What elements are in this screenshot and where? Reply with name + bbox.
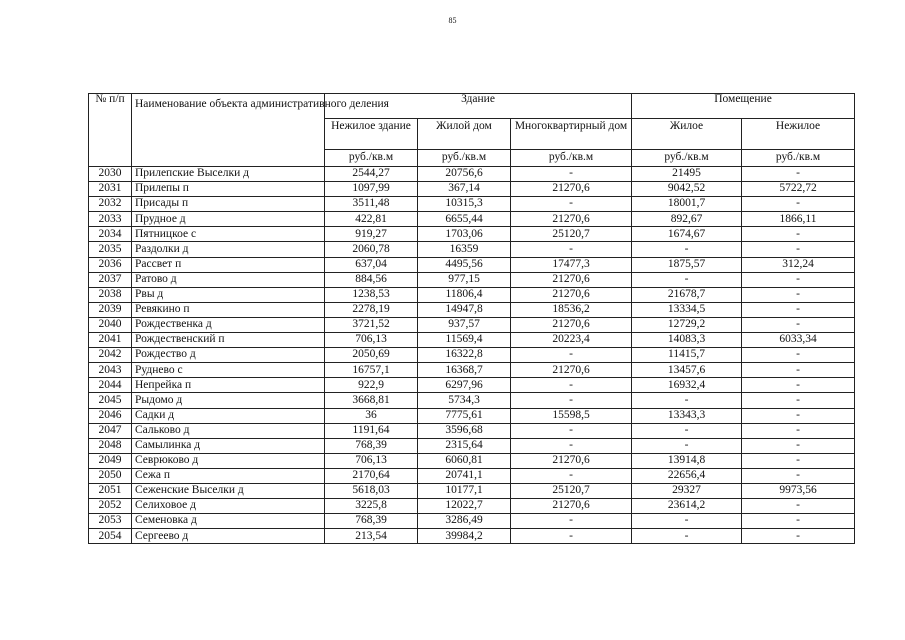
value-residential-house: 16368,7 — [418, 363, 511, 378]
value-nonresidential-premises: - — [742, 317, 855, 332]
value-residential-house: 1703,06 — [418, 227, 511, 242]
row-number: 2033 — [89, 212, 132, 227]
value-nonresidential-building: 3721,52 — [325, 317, 418, 332]
value-apartment-building: - — [511, 423, 632, 438]
value-apartment-building: 21270,6 — [511, 287, 632, 302]
table-row — [89, 393, 855, 408]
value-residential-premises: 13343,3 — [632, 408, 742, 423]
value-apartment-building: 18536,2 — [511, 302, 632, 317]
value-residential-house: 5734,3 — [418, 393, 511, 408]
value-nonresidential-building: 3668,81 — [325, 393, 418, 408]
value-nonresidential-premises: - — [742, 272, 855, 287]
table-row — [89, 317, 855, 332]
value-nonresidential-premises: - — [742, 438, 855, 453]
value-nonresidential-premises: 1866,11 — [742, 212, 855, 227]
object-name: Рождественка д — [132, 317, 325, 332]
object-name: Самылинка д — [132, 438, 325, 453]
row-number: 2046 — [89, 408, 132, 423]
row-number: 2051 — [89, 483, 132, 498]
value-nonresidential-building: 884,56 — [325, 272, 418, 287]
value-residential-house: 977,15 — [418, 272, 511, 287]
value-nonresidential-premises: - — [742, 514, 855, 529]
value-nonresidential-premises: - — [742, 227, 855, 242]
object-name: Сежа п — [132, 468, 325, 483]
value-residential-house: 20756,6 — [418, 167, 511, 182]
value-apartment-building: - — [511, 197, 632, 212]
object-name: Сеженские Выселки д — [132, 483, 325, 498]
value-nonresidential-building: 422,81 — [325, 212, 418, 227]
row-number: 2041 — [89, 333, 132, 348]
value-nonresidential-premises: - — [742, 393, 855, 408]
header-group-building: Здание — [325, 94, 632, 119]
value-residential-premises: - — [632, 242, 742, 257]
table-row — [89, 182, 855, 197]
value-residential-premises: 13334,5 — [632, 302, 742, 317]
object-name: Сергеево д — [132, 529, 325, 544]
table-row — [89, 529, 855, 544]
value-nonresidential-premises: - — [742, 378, 855, 393]
value-residential-premises: 1674,67 — [632, 227, 742, 242]
value-residential-premises: 16932,4 — [632, 378, 742, 393]
value-nonresidential-building: 706,13 — [325, 333, 418, 348]
value-residential-premises: - — [632, 272, 742, 287]
value-apartment-building: 20223,4 — [511, 333, 632, 348]
row-number: 2047 — [89, 423, 132, 438]
value-nonresidential-premises: - — [742, 302, 855, 317]
object-name: Ратово д — [132, 272, 325, 287]
row-number: 2049 — [89, 453, 132, 468]
value-residential-house: 16322,8 — [418, 348, 511, 363]
object-name: Рыдомо д — [132, 393, 325, 408]
value-residential-premises: 12729,2 — [632, 317, 742, 332]
page-number: 85 — [448, 16, 457, 25]
value-residential-house: 3596,68 — [418, 423, 511, 438]
value-residential-house: 937,57 — [418, 317, 511, 332]
object-name: Раздолки д — [132, 242, 325, 257]
row-number: 2044 — [89, 378, 132, 393]
value-apartment-building: 25120,7 — [511, 227, 632, 242]
row-number: 2050 — [89, 468, 132, 483]
value-nonresidential-building: 1238,53 — [325, 287, 418, 302]
table-row — [89, 242, 855, 257]
row-number: 2031 — [89, 182, 132, 197]
row-number: 2043 — [89, 363, 132, 378]
value-apartment-building: - — [511, 167, 632, 182]
table-row — [89, 468, 855, 483]
object-name: Рвы д — [132, 287, 325, 302]
value-residential-house: 7775,61 — [418, 408, 511, 423]
object-name: Сальково д — [132, 423, 325, 438]
table-row — [89, 212, 855, 227]
object-name: Семеновка д — [132, 514, 325, 529]
value-nonresidential-premises: - — [742, 242, 855, 257]
row-number: 2038 — [89, 287, 132, 302]
value-residential-premises: 14083,3 — [632, 333, 742, 348]
value-residential-premises: 9042,52 — [632, 182, 742, 197]
value-residential-house: 39984,2 — [418, 529, 511, 544]
row-number: 2034 — [89, 227, 132, 242]
value-residential-house: 3286,49 — [418, 514, 511, 529]
value-nonresidential-building: 706,13 — [325, 453, 418, 468]
value-nonresidential-building: 919,27 — [325, 227, 418, 242]
table-row — [89, 348, 855, 363]
value-nonresidential-premises: - — [742, 423, 855, 438]
table-row — [89, 423, 855, 438]
row-number: 2045 — [89, 393, 132, 408]
value-residential-house: 11569,4 — [418, 333, 511, 348]
row-number: 2040 — [89, 317, 132, 332]
value-nonresidential-premises: 312,24 — [742, 257, 855, 272]
table-row — [89, 333, 855, 348]
object-name: Пятницкое с — [132, 227, 325, 242]
value-nonresidential-premises: - — [742, 167, 855, 182]
object-name: Присады п — [132, 197, 325, 212]
cadastral-value-table — [88, 93, 855, 544]
value-residential-premises: 892,67 — [632, 212, 742, 227]
object-name: Садки д — [132, 408, 325, 423]
value-residential-house: 12022,7 — [418, 499, 511, 514]
value-apartment-building: 17477,3 — [511, 257, 632, 272]
value-nonresidential-building: 1097,99 — [325, 182, 418, 197]
row-number: 2037 — [89, 272, 132, 287]
table-row — [89, 167, 855, 182]
value-nonresidential-premises: 9973,56 — [742, 483, 855, 498]
value-apartment-building: 21270,6 — [511, 453, 632, 468]
value-apartment-building: - — [511, 529, 632, 544]
value-nonresidential-premises: - — [742, 348, 855, 363]
header-nonresidential-building: Нежилое здание — [325, 119, 418, 150]
table-row — [89, 499, 855, 514]
table-body — [89, 167, 855, 544]
value-residential-premises: - — [632, 514, 742, 529]
object-name: Руднево с — [132, 363, 325, 378]
row-number: 2052 — [89, 499, 132, 514]
header-nonresidential-premises: Нежилое — [742, 119, 855, 150]
value-residential-premises: 18001,7 — [632, 197, 742, 212]
value-residential-house: 4495,56 — [418, 257, 511, 272]
value-residential-house: 6297,96 — [418, 378, 511, 393]
unit-label: руб./кв.м — [742, 150, 855, 167]
value-nonresidential-building: 2278,19 — [325, 302, 418, 317]
value-nonresidential-premises: - — [742, 468, 855, 483]
table-row — [89, 514, 855, 529]
value-apartment-building: - — [511, 242, 632, 257]
unit-label: руб./кв.м — [632, 150, 742, 167]
value-residential-premises: - — [632, 438, 742, 453]
value-nonresidential-building: 2060,78 — [325, 242, 418, 257]
value-nonresidential-premises: - — [742, 197, 855, 212]
value-nonresidential-premises: - — [742, 453, 855, 468]
value-apartment-building: - — [511, 514, 632, 529]
value-apartment-building: - — [511, 468, 632, 483]
table-row — [89, 438, 855, 453]
table-row — [89, 257, 855, 272]
value-residential-house: 10315,3 — [418, 197, 511, 212]
value-nonresidential-premises: - — [742, 529, 855, 544]
value-nonresidential-building: 922,9 — [325, 378, 418, 393]
value-residential-premises: - — [632, 393, 742, 408]
header-number: № п/п — [89, 94, 132, 167]
value-nonresidential-building: 3225,8 — [325, 499, 418, 514]
value-residential-house: 20741,1 — [418, 468, 511, 483]
value-nonresidential-premises: - — [742, 499, 855, 514]
header-apartment-building: Многоквартирный дом — [511, 119, 632, 150]
value-residential-premises: 29327 — [632, 483, 742, 498]
row-number: 2053 — [89, 514, 132, 529]
value-residential-premises: 13914,8 — [632, 453, 742, 468]
table-row — [89, 197, 855, 212]
value-nonresidential-premises: 6033,34 — [742, 333, 855, 348]
header-residential-premises: Жилое — [632, 119, 742, 150]
object-name: Севрюково д — [132, 453, 325, 468]
value-apartment-building: 15598,5 — [511, 408, 632, 423]
row-number: 2030 — [89, 167, 132, 182]
value-apartment-building: 21270,6 — [511, 182, 632, 197]
value-nonresidential-building: 2050,69 — [325, 348, 418, 363]
value-residential-premises: - — [632, 423, 742, 438]
value-residential-premises: 23614,2 — [632, 499, 742, 514]
value-apartment-building: 21270,6 — [511, 499, 632, 514]
value-residential-house: 2315,64 — [418, 438, 511, 453]
value-nonresidential-building: 1191,64 — [325, 423, 418, 438]
row-number: 2036 — [89, 257, 132, 272]
value-residential-premises: 21495 — [632, 167, 742, 182]
value-residential-premises: 13457,6 — [632, 363, 742, 378]
object-name: Прилепы п — [132, 182, 325, 197]
value-apartment-building: - — [511, 348, 632, 363]
table-row — [89, 363, 855, 378]
object-name: Непрейка п — [132, 378, 325, 393]
table-row — [89, 378, 855, 393]
value-nonresidential-building: 637,04 — [325, 257, 418, 272]
table-row — [89, 453, 855, 468]
row-number: 2039 — [89, 302, 132, 317]
value-nonresidential-premises: 5722,72 — [742, 182, 855, 197]
value-nonresidential-premises: - — [742, 363, 855, 378]
row-number: 2042 — [89, 348, 132, 363]
value-residential-premises: - — [632, 529, 742, 544]
value-nonresidential-building: 36 — [325, 408, 418, 423]
object-name: Ревякино п — [132, 302, 325, 317]
object-name: Селиховое д — [132, 499, 325, 514]
value-apartment-building: 21270,6 — [511, 317, 632, 332]
value-residential-premises: 11415,7 — [632, 348, 742, 363]
value-residential-house: 11806,4 — [418, 287, 511, 302]
object-name: Прудное д — [132, 212, 325, 227]
value-residential-house: 6655,44 — [418, 212, 511, 227]
value-residential-house: 16359 — [418, 242, 511, 257]
row-number: 2054 — [89, 529, 132, 544]
value-nonresidential-building: 768,39 — [325, 514, 418, 529]
value-residential-premises: 1875,57 — [632, 257, 742, 272]
object-name: Рождественский п — [132, 333, 325, 348]
value-residential-house: 10177,1 — [418, 483, 511, 498]
row-number: 2048 — [89, 438, 132, 453]
value-nonresidential-building: 2544,27 — [325, 167, 418, 182]
value-nonresidential-building: 2170,64 — [325, 468, 418, 483]
value-nonresidential-premises: - — [742, 287, 855, 302]
table-row — [89, 483, 855, 498]
value-residential-house: 6060,81 — [418, 453, 511, 468]
value-nonresidential-building: 768,39 — [325, 438, 418, 453]
value-residential-house: 14947,8 — [418, 302, 511, 317]
value-residential-house: 367,14 — [418, 182, 511, 197]
value-apartment-building: 21270,6 — [511, 363, 632, 378]
table-row — [89, 408, 855, 423]
value-nonresidential-building: 3511,48 — [325, 197, 418, 212]
header-object-name: Наименование объекта административного деления — [132, 94, 325, 167]
row-number: 2035 — [89, 242, 132, 257]
unit-label: руб./кв.м — [511, 150, 632, 167]
value-residential-premises: 22656,4 — [632, 468, 742, 483]
value-apartment-building: 21270,6 — [511, 212, 632, 227]
table-row — [89, 302, 855, 317]
value-nonresidential-building: 16757,1 — [325, 363, 418, 378]
object-name: Рождество д — [132, 348, 325, 363]
value-nonresidential-building: 213,54 — [325, 529, 418, 544]
value-nonresidential-premises: - — [742, 408, 855, 423]
table-row — [89, 272, 855, 287]
object-name: Прилепские Выселки д — [132, 167, 325, 182]
table-row — [89, 287, 855, 302]
row-number: 2032 — [89, 197, 132, 212]
header-group-premises: Помещение — [632, 94, 855, 119]
value-apartment-building: 25120,7 — [511, 483, 632, 498]
value-apartment-building: - — [511, 393, 632, 408]
value-apartment-building: - — [511, 378, 632, 393]
value-apartment-building: 21270,6 — [511, 272, 632, 287]
value-residential-premises: 21678,7 — [632, 287, 742, 302]
unit-label: руб./кв.м — [325, 150, 418, 167]
value-apartment-building: - — [511, 438, 632, 453]
unit-label: руб./кв.м — [418, 150, 511, 167]
table-row — [89, 227, 855, 242]
header-residential-house: Жилой дом — [418, 119, 511, 150]
object-name: Рассвет п — [132, 257, 325, 272]
value-nonresidential-building: 5618,03 — [325, 483, 418, 498]
